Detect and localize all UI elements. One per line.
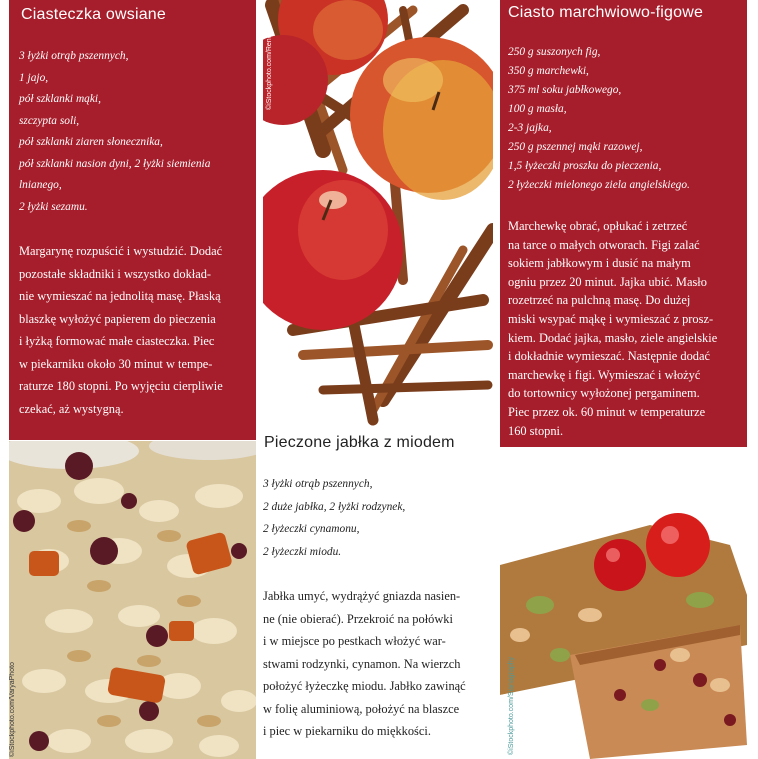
ingredient-list	[19, 46, 246, 218]
oatmeal-photo	[9, 441, 256, 759]
ingredient-list	[263, 473, 495, 563]
instruction-line: do tortownicy wyłożonej pergaminem.	[508, 386, 700, 401]
ingredient-item: pół szklanki nasion dyni, 2 łyżki siemienia	[19, 157, 211, 170]
ingredient-item: 3 łyżki otrąb pszennych,	[19, 50, 129, 62]
instruction-line: Margarynę rozpuścić i wystudzić. Dodać	[19, 244, 223, 258]
apples-photo	[263, 0, 493, 428]
instruction-line: raturze 180 stopni. Po wyjęciu cierpliwie	[19, 379, 223, 393]
ingredient-item: 2 duże jabłka, 2 łyżki rodzynek,	[263, 500, 406, 513]
recipe-oat-cookies	[9, 0, 256, 440]
instruction-line: Jabłka umyć, wydrążyć gniazda nasien-	[263, 589, 461, 603]
fruitcake-photo	[500, 505, 747, 759]
ingredient-item: 2 łyżeczki miodu.	[263, 545, 342, 558]
ingredient-item: 3 łyżki otrąb pszennych,	[263, 478, 373, 490]
instruction-line: i dokładnie wymieszać. Następnie dodać	[508, 349, 710, 364]
instruction-line: stwami rodzynki, cynamon. Na wierzch	[263, 656, 461, 671]
recipe-title: Pieczone jabłka z miodem	[264, 434, 455, 451]
recipe-title: Ciasto marchwiowo-figowe	[508, 4, 704, 21]
ingredient-item: 2 łyżki sezamu.	[19, 200, 88, 213]
instruction-line: w piekarniku około 30 minut w tempe-	[19, 356, 213, 371]
ingredient-item: 1,5 łyżeczki proszku do pieczenia,	[508, 160, 662, 172]
instruction-line: na tarce o małych otworach. Figi zalać	[508, 237, 700, 252]
instructions-text	[263, 585, 495, 743]
instruction-line: marchewkę i figi. Wymieszać i włożyć	[508, 367, 701, 382]
ingredient-item: 350 g marchewki,	[508, 65, 589, 77]
instruction-line: miski wsypać mąkę i wymieszać z prosz-	[508, 311, 714, 326]
ingredient-item: 100 g masła,	[508, 103, 567, 115]
ingredient-item: 1 jajo,	[19, 71, 49, 84]
instruction-line: blaszkę wyłożyć papierem do pieczenia	[19, 311, 216, 326]
ingredient-item: 250 g pszennej mąki razowej,	[508, 141, 643, 153]
instruction-line: pozostałe składniki i wszystko dokład-	[19, 266, 212, 281]
oatmeal-illustration	[9, 441, 256, 759]
ingredient-item: 2-3 jajka,	[508, 122, 552, 134]
instruction-line: czekać, aż wystygną.	[19, 401, 124, 416]
apples-illustration	[263, 0, 493, 428]
instruction-line: położyć łyżeczkę miodu. Jabłko zawinąć	[263, 679, 466, 693]
instruction-line: ogniu przez 20 minut. Jajka ubić. Masło	[508, 274, 707, 289]
instruction-line: kiem. Dodać jajka, masło, ziele angielskie	[508, 330, 718, 345]
fruitcake-illustration	[500, 505, 747, 759]
instruction-line: ne (nie obierać). Przekroić na połówki	[263, 611, 453, 626]
instruction-line: Marchewkę obrać, opłukać i zetrzeć	[508, 219, 688, 233]
photo-credit: ©iStockphoto.com/VaryaPhoto	[9, 662, 16, 757]
ingredient-item: 375 ml soku jabłkowego,	[508, 84, 622, 96]
ingredient-item: pół szklanki ziaren słonecznika,	[19, 136, 163, 148]
ingredient-item: szczypta soli,	[19, 114, 80, 127]
ingredient-item: lnianego,	[19, 179, 62, 191]
recipe-baked-apples	[263, 428, 495, 743]
instruction-line: rozetrzeć na pulchną masę. Do dużej	[508, 293, 691, 308]
instruction-line: nie wymieszać na jednolitą masę. Płaską	[19, 289, 221, 303]
ingredient-item: 250 g suszonych fig,	[508, 46, 601, 58]
recipe-title: Ciasteczka owsiane	[21, 6, 166, 23]
photo-credit: ©iStockphoto.com/Reno12	[266, 26, 273, 110]
instruction-line: i piec w piekarniku do miękkości.	[263, 724, 431, 738]
instructions-text	[508, 217, 739, 440]
instruction-line: i w miejsce po pestkach włożyć war-	[263, 634, 446, 648]
photo-credit: ©iStockphoto.com/Sianagraphy	[508, 656, 515, 755]
ingredient-item: pół szklanki mąki,	[19, 93, 101, 105]
instruction-line: 160 stopni.	[508, 423, 564, 438]
ingredient-list	[508, 43, 739, 195]
ingredient-item: 2 łyżeczki cynamonu,	[263, 523, 360, 535]
recipe-carrot-fig-cake	[500, 0, 747, 447]
ingredient-item: 2 łyżeczki mielonego ziela angielskiego.	[508, 179, 690, 191]
instruction-line: Piec przez ok. 60 minut w temperaturze	[508, 404, 706, 419]
instruction-line: w folię aluminiową, położyć na blaszce	[263, 701, 460, 716]
instructions-text	[19, 240, 246, 420]
instruction-line: i łyżką formować małe ciasteczka. Piec	[19, 334, 215, 348]
instruction-line: sokiem jabłkowym i dusić na małym	[508, 256, 691, 271]
